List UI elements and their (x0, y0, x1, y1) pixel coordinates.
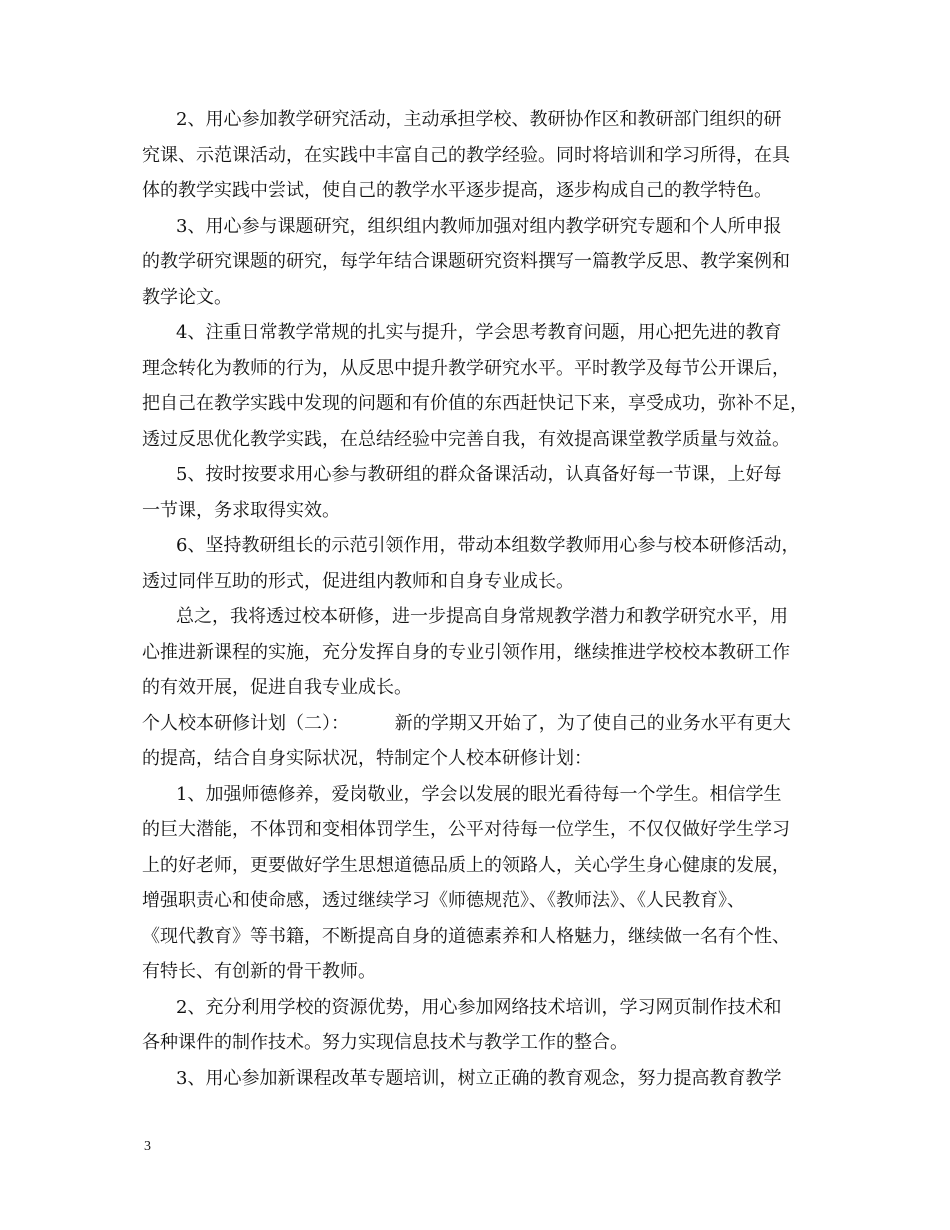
text-line: 有特长、有创新的骨干教师。 (142, 961, 376, 982)
text-line: 2、用心参加教学研究活动，主动承担学校、教研协作区和教研部门组织的研 (176, 109, 782, 130)
text-line: 一节课，务求取得实效。 (142, 500, 340, 521)
text-line: 《现代教育》等书籍，不断提高自身的道德素养和人格魅力，继续做一名有个性、 (142, 926, 790, 947)
text-line: 1、加强师德修养，爱岗敬业，学会以发展的眼光看待每一个学生。相信学生 (176, 784, 782, 805)
text-line: 3、用心参与课题研究，组织组内教师加强对组内教学研究专题和个人所申报 (176, 216, 782, 237)
text-line: 的提高，结合自身实际状况，特制定个人校本研修计划： (142, 748, 592, 769)
text-line: 把自己在教学实践中发现的问题和有价值的东西赶快记下来，享受成功，弥补不足， (142, 393, 808, 414)
page-number: 3 (144, 1139, 151, 1154)
text-line: 个人校本研修计划（二）： 新的学期又开始了，为了使自己的业务水平有更大 (142, 713, 791, 734)
text-line: 4、注重日常教学常规的扎实与提升，学会思考教育问题，用心把先进的教育 (176, 322, 782, 343)
text-line: 2、充分利用学校的资源优势，用心参加网络技术培训，学习网页制作技术和 (176, 997, 782, 1018)
text-line: 透过同伴互助的形式，促进组内教师和自身专业成长。 (142, 571, 574, 592)
text-line: 的巨大潜能，不体罚和变相体罚学生，公平对待每一位学生，不仅仅做好学生学习 (142, 819, 790, 840)
text-line: 总之，我将透过校本研修，进一步提高自身常规教学潜力和教学研究水平，用 (176, 606, 788, 627)
text-line: 上的好老师，更要做好学生思想道德品质上的领路人，关心学生身心健康的发展， (142, 855, 790, 876)
text-line: 的教学研究课题的研究，每学年结合课题研究资料撰写一篇教学反思、教学案例和 (142, 251, 790, 272)
text-line: 体的教学实践中尝试，使自己的教学水平逐步提高，逐步构成自己的教学特色。 (142, 180, 772, 201)
text-line: 各种课件的制作技术。努力实现信息技术与教学工作的整合。 (142, 1032, 628, 1053)
text-line: 3、用心参加新课程改革专题培训，树立正确的教育观念，努力提高教育教学 (176, 1068, 782, 1089)
text-line: 究课、示范课活动，在实践中丰富自己的教学经验。同时将培训和学习所得，在具 (142, 145, 790, 166)
text-line: 透过反思优化教学实践，在总结经验中完善自我，有效提高课堂教学质量与效益。 (142, 429, 790, 450)
text-line: 心推进新课程的实施，充分发挥自身的专业引领作用，继续推进学校校本教研工作 (142, 642, 790, 663)
text-line: 6、坚持教研组长的示范引领作用，带动本组数学教师用心参与校本研修活动， (176, 535, 800, 556)
text-line: 教学论文。 (142, 287, 232, 308)
text-line: 增强职责心和使命感，透过继续学习《师德规范》、《教师法》、《人民教育》、 (142, 890, 745, 911)
text-line: 的有效开展，促进自我专业成长。 (142, 677, 412, 698)
text-line: 理念转化为教师的行为，从反思中提升教学研究水平。平时教学及每节公开课后， (142, 358, 790, 379)
text-line: 5、按时按要求用心参与教研组的群众备课活动，认真备好每一节课，上好每 (176, 464, 782, 485)
